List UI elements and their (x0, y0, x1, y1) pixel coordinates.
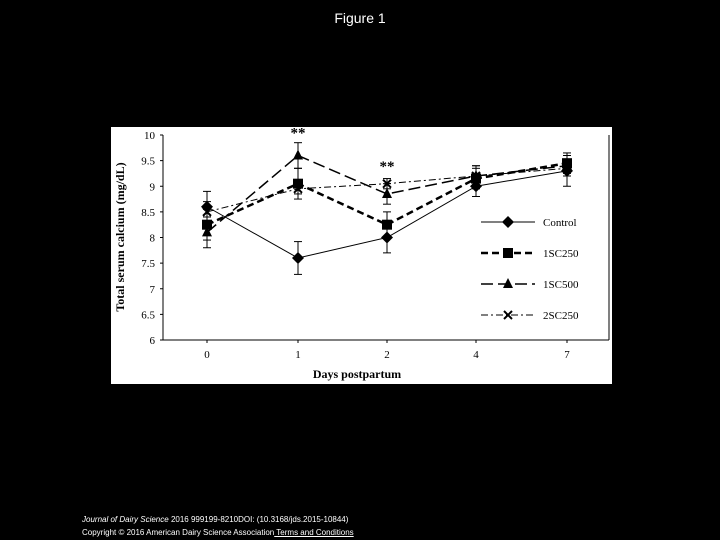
copyright-text: Copyright © 2016 American Dairy Science Association (82, 528, 275, 537)
y-tick-label: 10 (144, 130, 155, 142)
legend (481, 216, 579, 322)
legend-item (481, 216, 577, 229)
data-point (293, 150, 303, 160)
significance-annotation: ** (379, 158, 395, 175)
data-point (382, 220, 392, 230)
terms-and-conditions-link[interactable]: Terms and Conditions (274, 528, 354, 537)
legend-label: 2SC250 (543, 310, 579, 322)
y-tick-label: 7.5 (141, 258, 155, 271)
legend-label: 1SC500 (543, 279, 579, 291)
x-tick-label: 1 (295, 349, 301, 361)
x-tick-label: 2 (384, 349, 390, 361)
legend-item (481, 278, 579, 291)
line-chart (111, 127, 612, 384)
journal-name: Journal of Dairy Science (82, 515, 169, 524)
axes (141, 130, 609, 361)
legend-item (481, 310, 579, 322)
x-tick-label: 0 (204, 349, 210, 361)
y-tick-label: 7 (149, 283, 155, 296)
citation-details: 2016 999199-8210DOI: (10.3168/jds.2015-10844) (168, 515, 349, 524)
legend-label: Control (543, 217, 577, 229)
y-tick-label: 9 (149, 181, 155, 194)
legend-label: 1SC250 (543, 248, 579, 260)
copyright-line (82, 528, 354, 537)
slide-title: Figure 1 (334, 10, 386, 26)
citation-line (82, 515, 348, 524)
y-tick-label: 8.5 (141, 206, 155, 219)
legend-marker (502, 216, 514, 228)
x-tick-label: 7 (564, 349, 570, 361)
x-tick-label: 4 (473, 349, 479, 361)
y-tick-label: 8 (149, 232, 155, 245)
y-tick-label: 6 (149, 335, 155, 347)
figure-panel (111, 127, 612, 384)
y-axis-label: Total serum calcium (mg/dL) (113, 162, 127, 312)
y-tick-label: 6.5 (141, 309, 155, 322)
legend-item (481, 248, 579, 260)
significance-annotation: ** (290, 127, 306, 142)
legend-marker (503, 278, 513, 288)
x-axis-label: Days postpartum (312, 367, 402, 381)
y-tick-label: 9.5 (141, 155, 155, 168)
data-point (292, 252, 304, 264)
legend-marker (503, 248, 513, 258)
legend-marker (504, 311, 512, 319)
